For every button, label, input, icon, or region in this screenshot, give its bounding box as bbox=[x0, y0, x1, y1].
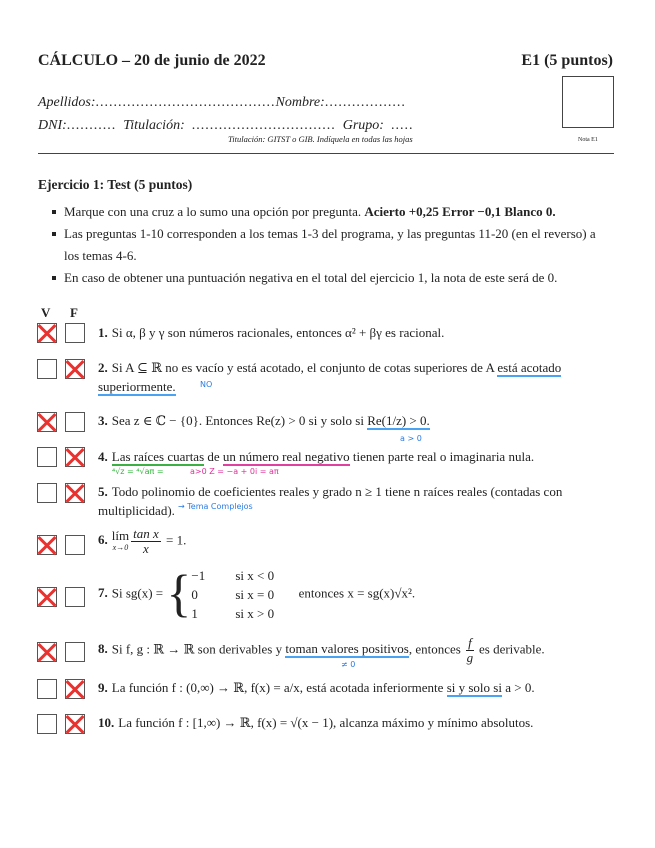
text-fragment: 4. bbox=[98, 449, 108, 464]
question-6 bbox=[98, 527, 613, 556]
instruction-text: Marque con una cruz a lo sumo una opción por pregunta. bbox=[64, 204, 362, 219]
dni-label: DNI: bbox=[38, 118, 67, 133]
highlighted-text: un número real negativo bbox=[222, 449, 350, 464]
limit bbox=[111, 527, 130, 554]
highlighted-text: está acotado superiormente. bbox=[98, 360, 562, 394]
q4-false-checkbox[interactable] bbox=[65, 447, 85, 467]
highlighted-text: si y solo si bbox=[446, 680, 502, 695]
q1-true-checkbox[interactable] bbox=[37, 323, 57, 343]
handwritten-note: NO bbox=[200, 380, 213, 389]
text-fragment: 10. bbox=[98, 715, 115, 730]
question-2 bbox=[98, 358, 613, 396]
instruction-bullet bbox=[48, 267, 613, 289]
q9-false-checkbox[interactable] bbox=[65, 679, 85, 699]
apellidos-field[interactable]: ........................................ bbox=[95, 95, 276, 110]
exam-points: E1 (5 puntos) bbox=[521, 52, 613, 69]
question-3 bbox=[98, 411, 613, 430]
grade-label: Nota E1 bbox=[578, 137, 598, 143]
q2-false-checkbox[interactable] bbox=[65, 359, 85, 379]
scoring-rule: Acierto +0,25 Error −0,1 Blanco 0. bbox=[364, 204, 556, 219]
text-fragment: 6. bbox=[98, 532, 108, 548]
handwritten-note: ≠ 0 bbox=[341, 660, 356, 669]
handwritten-note: a > 0 bbox=[400, 434, 422, 443]
piecewise-cases bbox=[191, 566, 295, 623]
text-fragment: es derivable. bbox=[478, 641, 545, 657]
q10-false-checkbox[interactable] bbox=[65, 714, 85, 734]
question-8 bbox=[98, 636, 613, 665]
apellidos-row bbox=[38, 95, 406, 111]
text-fragment: x bbox=[143, 541, 149, 556]
fraction bbox=[466, 636, 474, 665]
text-fragment: lím bbox=[111, 527, 130, 543]
column-true-header: V bbox=[41, 305, 51, 320]
question-text: Todo polinomio de coeficientes reales y grado n ≥ 1 tiene n raíces reales (contadas con multiplicidad). bbox=[98, 484, 563, 518]
exercise-title: Ejercicio 1: Test (5 puntos) bbox=[38, 177, 193, 192]
q3-false-checkbox[interactable] bbox=[65, 412, 85, 432]
q2-true-checkbox[interactable] bbox=[37, 359, 57, 379]
grupo-label: Grupo: bbox=[342, 118, 384, 133]
q9-true-checkbox[interactable] bbox=[37, 679, 57, 699]
question-text: La función f : [1,∞) → ℝ, f(x) = √(x − 1), alcanza máximo y mínimo absolutos. bbox=[118, 715, 534, 730]
text-fragment: 9. bbox=[98, 680, 108, 695]
dni-field[interactable]: ........... bbox=[66, 118, 117, 133]
q3-true-checkbox[interactable] bbox=[37, 412, 57, 432]
q8-false-checkbox[interactable] bbox=[65, 642, 85, 662]
text-fragment: 0 bbox=[191, 587, 198, 602]
question-7 bbox=[98, 566, 613, 623]
q6-true-checkbox[interactable] bbox=[37, 535, 57, 555]
text-fragment: 5. bbox=[98, 484, 108, 499]
highlighted-text: Las raíces cuartas bbox=[111, 449, 205, 464]
text-fragment: f bbox=[468, 635, 472, 650]
grade-box bbox=[562, 76, 614, 128]
dni-row bbox=[38, 118, 413, 134]
highlighted-text: toman valores positivos bbox=[285, 641, 409, 657]
instruction-bullet bbox=[48, 201, 613, 223]
text-fragment: tienen parte real o imaginaria nula. bbox=[349, 449, 535, 464]
titulacion-label: Titulación: bbox=[123, 118, 185, 133]
question-10 bbox=[98, 713, 613, 732]
instruction-text: En caso de obtener una puntuación negativa en el total del ejercicio 1, la nota de este será de 0. bbox=[64, 270, 558, 285]
handwritten-note: → Tema Complejos bbox=[178, 502, 253, 511]
text-fragment: entonces x = sg(x)√x². bbox=[298, 585, 416, 601]
brace: { bbox=[166, 565, 192, 623]
text-fragment: 3. bbox=[98, 413, 108, 428]
q6-false-checkbox[interactable] bbox=[65, 535, 85, 555]
text-fragment: a > 0. bbox=[501, 680, 535, 695]
question-text: Sea z ∈ ℂ − {0}. Entonces Re(z) > 0 si y solo si bbox=[111, 413, 368, 428]
q10-true-checkbox[interactable] bbox=[37, 714, 57, 734]
nombre-label: Nombre: bbox=[275, 95, 325, 110]
exam-title: CÁLCULO – 20 de junio de 2022 bbox=[38, 52, 266, 69]
grupo-field[interactable]: ..... bbox=[390, 118, 414, 133]
q5-false-checkbox[interactable] bbox=[65, 483, 85, 503]
text-fragment: si x = 0 bbox=[235, 587, 275, 602]
titulacion-field[interactable]: ................................ bbox=[191, 118, 336, 133]
text-fragment: x→0 bbox=[112, 542, 129, 552]
question-5 bbox=[98, 482, 613, 520]
nombre-field[interactable]: .................. bbox=[324, 95, 406, 110]
text-fragment: 7. bbox=[98, 585, 108, 601]
q5-true-checkbox[interactable] bbox=[37, 483, 57, 503]
text-fragment: 8. bbox=[98, 641, 108, 657]
question-1 bbox=[98, 323, 613, 342]
handwritten-note: ⁴√z = ⁴√aπ = bbox=[112, 467, 164, 476]
q7-false-checkbox[interactable] bbox=[65, 587, 85, 607]
column-false-header: F bbox=[70, 305, 78, 320]
text-fragment: si x > 0 bbox=[235, 606, 275, 621]
question-4 bbox=[98, 447, 613, 466]
text-fragment: tan x bbox=[133, 526, 159, 541]
text-fragment: = 1. bbox=[165, 532, 187, 548]
text-fragment: de bbox=[204, 449, 223, 464]
highlighted-text: Re(1/z) > 0. bbox=[367, 413, 430, 428]
text-fragment: Si sg(x) = bbox=[111, 585, 164, 601]
text-fragment: 2. bbox=[98, 360, 108, 375]
instruction-bullet bbox=[48, 223, 613, 267]
apellidos-label: Apellidos: bbox=[38, 95, 96, 110]
fraction bbox=[131, 527, 161, 556]
handwritten-note: a>0 Z = −a + 0i = aπ bbox=[190, 467, 279, 476]
q8-true-checkbox[interactable] bbox=[37, 642, 57, 662]
text-fragment: Si f, g : ℝ → ℝ son derivables y bbox=[111, 641, 286, 657]
q4-true-checkbox[interactable] bbox=[37, 447, 57, 467]
text-fragment: 1 bbox=[191, 606, 198, 621]
q1-false-checkbox[interactable] bbox=[65, 323, 85, 343]
question-text: Si α, β y γ son números racionales, entonces α² + βγ es racional. bbox=[111, 325, 445, 340]
header-divider bbox=[38, 153, 614, 154]
text-fragment: , entonces bbox=[408, 641, 465, 657]
q7-true-checkbox[interactable] bbox=[37, 587, 57, 607]
question-text: Si A ⊆ ℝ no es vacío y está acotado, el conjunto de cotas superiores de A bbox=[111, 360, 498, 375]
instruction-text: Las preguntas 1-10 corresponden a los temas 1-3 del programa, y las preguntas 11-20 (en el reverso) a los temas 4-6. bbox=[64, 226, 596, 263]
text-fragment: 1. bbox=[98, 325, 108, 340]
question-9 bbox=[98, 678, 613, 697]
text-fragment: si x < 0 bbox=[235, 568, 275, 583]
text-fragment: g bbox=[466, 650, 474, 665]
text-fragment: −1 bbox=[191, 568, 206, 583]
text-fragment: La función f : (0,∞) → ℝ, f(x) = a/x, está acotada inferiormente bbox=[111, 680, 447, 695]
titulacion-caption: Titulación: GITST o GIB. Indíquela en todas las hojas bbox=[228, 134, 413, 144]
